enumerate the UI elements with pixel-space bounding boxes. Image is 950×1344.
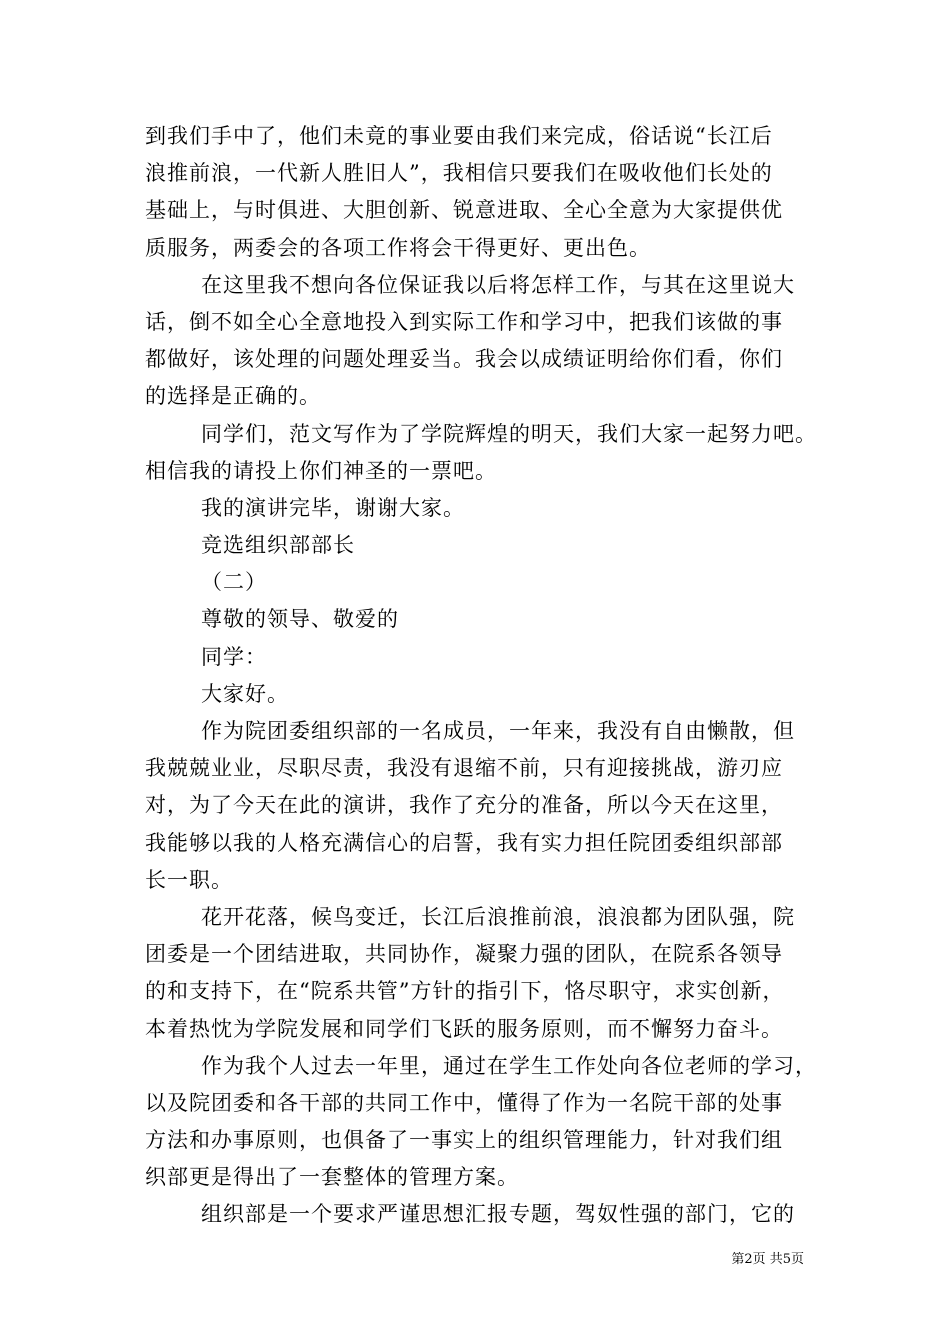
text-line: 浪推前浪，一代新人胜旧人”，我相信只要我们在吸收他们长处的 [145, 161, 773, 186]
paragraph [145, 564, 810, 601]
paragraph [145, 899, 810, 1048]
text-line: 我能够以我的人格充满信心的启誓，我有实力担任院团委组织部部 [145, 830, 783, 855]
paragraph [145, 601, 810, 638]
text-line: 同学： [201, 644, 267, 669]
page-footer: 第2页 共5页 [731, 1252, 804, 1267]
text-line: 方法和办事原则，也俱备了一事实上的组织管理能力，针对我们组 [145, 1128, 783, 1153]
text-line: 本着热忱为学院发展和同学们飞跃的服务原则，而不懈努力奋斗。 [145, 1016, 783, 1041]
paragraph [145, 713, 810, 899]
text-line: 在这里我不想向各位保证我以后将怎样工作，与其在这里说大 [201, 272, 795, 297]
text-line: 的选择是正确的。 [145, 384, 321, 409]
paragraph [145, 490, 810, 527]
text-line: 团委是一个团结进取，共同协作，凝聚力强的团队，在院系各领导 [145, 942, 783, 967]
text-line: 竞选组织部部长 [201, 533, 355, 558]
text-line: 长一职。 [145, 867, 233, 892]
text-line: 同学们，范文写作为了学院辉煌的明天，我们大家一起努力吧。 [201, 421, 817, 446]
text-line: 的和支持下，在“院系共管”方针的指引下，恪尽职守，求实创新， [145, 979, 785, 1004]
paragraph [145, 416, 817, 490]
text-line: 花开花落，候鸟变迁，长江后浪推前浪，浪浪都为团队强，院 [201, 904, 795, 929]
text-line: 相信我的请投上你们神圣的一票吧。 [145, 458, 497, 483]
text-line: 对，为了今天在此的演讲，我作了充分的准备，所以今天在这里， [145, 793, 783, 818]
text-line: 作为我个人过去一年里，通过在学生工作处向各位老师的学习， [201, 1053, 817, 1078]
text-line: 话，倒不如全心全意地投入到实际工作和学习中，把我们该做的事 [145, 309, 783, 334]
text-line: 都做好，该处理的问题处理妥当。我会以成绩证明给你们看，你们 [145, 347, 783, 372]
text-line: 大家好。 [201, 681, 289, 706]
document-body [145, 118, 817, 1234]
paragraph [145, 1196, 810, 1233]
text-line: 织部更是得出了一套整体的管理方案。 [145, 1165, 519, 1190]
text-line: 到我们手中了，他们未竟的事业要由我们来完成，俗话说“长江后 [145, 124, 773, 148]
text-line: 组织部是一个要求严谨思想汇报专题，驾奴性强的部门，它的 [201, 1202, 795, 1227]
text-line: 我兢兢业业，尽职尽责，我没有退缩不前，只有迎接挑战，游刃应 [145, 756, 783, 781]
paragraph [145, 267, 810, 416]
paragraph [145, 527, 810, 564]
paragraph [145, 676, 810, 713]
text-line: （二） [201, 570, 267, 595]
paragraph [145, 118, 810, 267]
text-line: 尊敬的领导、敬爱的 [201, 607, 399, 632]
text-line: 我的演讲完毕，谢谢大家。 [201, 495, 465, 520]
paragraph [145, 639, 810, 676]
text-line: 质服务，两委会的各项工作将会干得更好、更出色。 [145, 235, 651, 260]
paragraph [145, 1048, 817, 1197]
text-line: 作为院团委组织部的一名成员，一年来，我没有自由懒散，但 [201, 719, 795, 743]
text-line: 以及院团委和各干部的共同工作中，懂得了作为一名院干部的处事 [145, 1090, 783, 1115]
text-line: 基础上，与时俱进、大胆创新、锐意进取、全心全意为大家提供优 [145, 198, 783, 223]
